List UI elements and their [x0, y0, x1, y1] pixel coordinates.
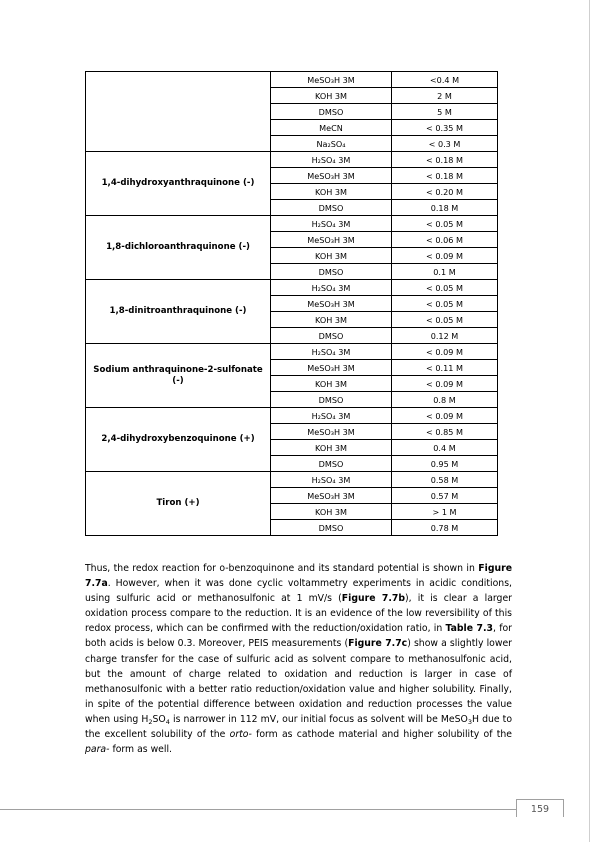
solubility-cell: 0.57 M	[392, 488, 498, 504]
solubility-cell: < 0.18 M	[392, 168, 498, 184]
solubility-cell: 5 M	[392, 104, 498, 120]
compound-cell: 2,4-dihydroxybenzoquinone (+)	[86, 408, 271, 472]
solubility-cell: 0.95 M	[392, 456, 498, 472]
solubility-cell: <0.4 M	[392, 72, 498, 88]
subscript: 3	[467, 717, 472, 726]
compound-cell	[86, 72, 271, 152]
solubility-cell: 0.1 M	[392, 264, 498, 280]
solvent-cell: DMSO	[271, 456, 392, 472]
solubility-cell: < 0.09 M	[392, 248, 498, 264]
table-row	[86, 472, 498, 488]
solvent-cell: KOH 3M	[271, 440, 392, 456]
solvent-cell: KOH 3M	[271, 248, 392, 264]
text-run: Thus, the redox reaction for o-benzoquinone and its standard potential is shown in	[85, 563, 479, 574]
table-row	[86, 280, 498, 296]
table-row	[86, 408, 498, 424]
solvent-cell: MeSO₃H 3M	[271, 232, 392, 248]
solvent-cell: DMSO	[271, 392, 392, 408]
italic-term-orto: orto-	[229, 729, 252, 741]
text-run: form as cathode material and higher solubility of the	[251, 729, 512, 741]
text-run: . However, when it was done cyclic voltammetry experiments in acidic conditions, using sulfuric acid or methanosulfonic at 1 mV/s (	[85, 578, 512, 605]
solubility-cell: < 0.05 M	[392, 216, 498, 232]
body-paragraph	[85, 561, 512, 757]
text-run: is narrower in 112 mV, our initial focus as solvent will be MeSO	[169, 713, 468, 725]
compound-cell: Tiron (+)	[86, 472, 271, 536]
italic-term-para: para-	[85, 744, 110, 756]
table-body	[86, 72, 498, 536]
solvent-cell: H₂SO₄ 3M	[271, 472, 392, 488]
figure-ref-7-7b: Figure 7.7b	[341, 593, 406, 605]
solvent-cell: KOH 3M	[271, 376, 392, 392]
solvent-cell: H₂SO₄ 3M	[271, 280, 392, 296]
text-run: ), it is clear a larger oxidation process compare to the reduction. It is an evidence of the low reversibility of this redox process, which can be confirmed with the reduction/oxidation ratio, in	[85, 593, 513, 635]
solvent-cell: H₂SO₄ 3M	[271, 216, 392, 232]
text-run: H due to the excellent solubility of the	[85, 713, 513, 741]
figure-ref-7-7c: Figure 7.7c	[348, 638, 408, 650]
solvent-cell: Na₂SO₄	[271, 136, 392, 152]
solubility-cell: 0.58 M	[392, 472, 498, 488]
solubility-cell: < 0.05 M	[392, 296, 498, 312]
solubility-cell: 0.12 M	[392, 328, 498, 344]
table-row	[86, 344, 498, 360]
subscript: 4	[165, 717, 170, 726]
solubility-cell: < 0.06 M	[392, 232, 498, 248]
solubility-cell: 0.4 M	[392, 440, 498, 456]
page-number: 159	[530, 804, 550, 815]
solvent-cell: MeSO₃H 3M	[271, 168, 392, 184]
solubility-cell: < 0.05 M	[392, 280, 498, 296]
text-run: form as well.	[109, 744, 173, 756]
compound-cell: 1,8-dinitroanthraquinone (-)	[86, 280, 271, 344]
solvent-cell: MeSO₃H 3M	[271, 488, 392, 504]
solubility-cell: < 0.09 M	[392, 344, 498, 360]
solvent-cell: KOH 3M	[271, 88, 392, 104]
figure-ref-7-7a: Figure 7.7a	[85, 563, 512, 590]
solubility-cell: < 0.18 M	[392, 152, 498, 168]
solvent-cell: KOH 3M	[271, 184, 392, 200]
subscript: 2	[148, 717, 153, 726]
solubility-table	[85, 71, 498, 536]
solubility-cell: < 0.09 M	[392, 376, 498, 392]
table-ref-7-3: Table 7.3	[445, 623, 494, 635]
solubility-cell: < 0.85 M	[392, 424, 498, 440]
solubility-cell: < 0.09 M	[392, 408, 498, 424]
solvent-cell: DMSO	[271, 328, 392, 344]
table-row	[86, 152, 498, 168]
solvent-cell: KOH 3M	[271, 312, 392, 328]
solubility-cell: < 0.3 M	[392, 136, 498, 152]
text-run: SO	[152, 713, 166, 725]
page-edge-line	[589, 0, 590, 842]
solvent-cell: KOH 3M	[271, 504, 392, 520]
solvent-cell: MeSO₃H 3M	[271, 72, 392, 88]
page-number-box	[516, 799, 564, 817]
compound-cell: 1,8-dichloroanthraquinone (-)	[86, 216, 271, 280]
solvent-cell: MeCN	[271, 120, 392, 136]
table-row	[86, 72, 498, 88]
solvent-cell: H₂SO₄ 3M	[271, 408, 392, 424]
solubility-cell: < 0.35 M	[392, 120, 498, 136]
solubility-cell: < 0.20 M	[392, 184, 498, 200]
solvent-cell: H₂SO₄ 3M	[271, 344, 392, 360]
solvent-cell: H₂SO₄ 3M	[271, 152, 392, 168]
solvent-cell: MeSO₃H 3M	[271, 424, 392, 440]
text-run: ) show a slightly lower charge transfer for the case of sulfuric acid as solvent compare to methanosulfonic acid, but the amount of charge related to oxidation and reduction is larger in case of methanosulfonic with a better ratio reduction/oxidation value and higher solubility. Finally, in spite of the potential difference between oxidation and reduction processes the value when using H	[85, 638, 512, 725]
solubility-cell: > 1 M	[392, 504, 498, 520]
solubility-cell: < 0.11 M	[392, 360, 498, 376]
compound-cell: 1,4-dihydroxyanthraquinone (-)	[86, 152, 271, 216]
solvent-cell: DMSO	[271, 104, 392, 120]
footer-rule	[0, 809, 516, 810]
solvent-cell: DMSO	[271, 264, 392, 280]
solvent-cell: MeSO₃H 3M	[271, 360, 392, 376]
solubility-cell: 0.18 M	[392, 200, 498, 216]
solubility-cell: 0.8 M	[392, 392, 498, 408]
solvent-cell: DMSO	[271, 200, 392, 216]
text-run: , for both acids is below 0.3. Moreover, PEIS measurements (	[85, 623, 512, 650]
solubility-cell: 0.78 M	[392, 520, 498, 536]
solubility-cell: 2 M	[392, 88, 498, 104]
compound-cell: Sodium anthraquinone-2-sulfonate (-)	[86, 344, 271, 408]
solvent-cell: MeSO₃H 3M	[271, 296, 392, 312]
solubility-cell: < 0.05 M	[392, 312, 498, 328]
table-row	[86, 216, 498, 232]
solvent-cell: DMSO	[271, 520, 392, 536]
